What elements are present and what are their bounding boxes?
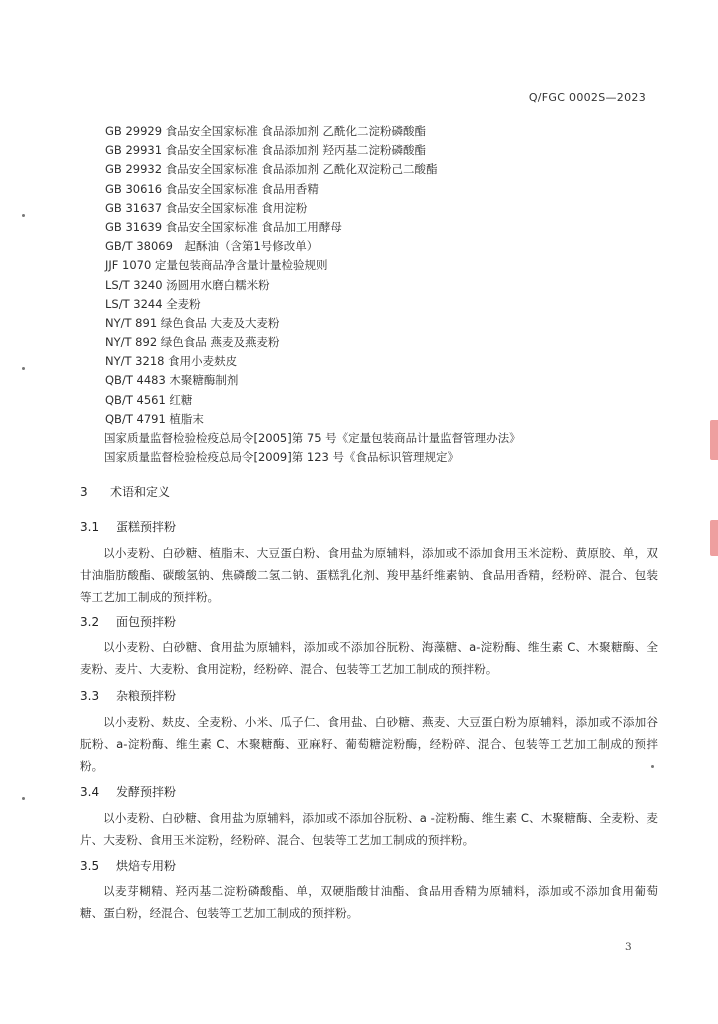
scan-speck	[651, 765, 654, 768]
reference-item: NY/T 891 绿色食品 大麦及大麦粉	[105, 315, 280, 330]
reference-item: GB 29931 食品安全国家标准 食品添加剂 羟丙基二淀粉磷酸酯	[105, 143, 427, 158]
term-number: 3.3	[80, 689, 100, 703]
term-heading	[80, 783, 176, 800]
normative-references-list	[105, 122, 665, 467]
seal-edge-mark	[710, 520, 718, 556]
document-code: Q/FGC 0002S—2023	[528, 91, 646, 104]
reference-item: LS/T 3244 全麦粉	[105, 296, 201, 311]
term-heading	[80, 857, 176, 874]
term-definition: 以小麦粉、白砂糖、食用盐为原辅料，添加或不添加谷朊粉、海藻糖、a-淀粉酶、维生素 C、木聚糖酶、全麦粉、麦片、大麦粉、食用淀粉，经粉碎、混合、包装等工艺加工制成的预拌粉。	[80, 640, 658, 676]
section-heading	[80, 483, 170, 500]
term-definition: 以小麦粉、白砂糖、食用盐为原辅料，添加或不添加谷朊粉、a -淀粉酶、维生素 C、木聚糖酶、全麦粉、麦片、大麦粉、食用玉米淀粉，经粉碎、混合、包装等工艺加工制成的预拌粉。	[80, 811, 658, 847]
term-definition: 以小麦粉、白砂糖、植脂末、大豆蛋白粉、食用盐为原辅料，添加或不添加食用玉米淀粉、黄原胶、单，双甘油脂肪酸酯、碳酸氢钠、焦磷酸二氢二钠、蛋糕乳化剂、羧甲基纤维素钠、食品用香精，经粉碎、混合、包装等工艺加工制成的预拌粉。	[80, 546, 658, 604]
scan-speck	[22, 367, 25, 370]
term-number: 3.5	[80, 859, 100, 873]
term-title: 面包预拌粉	[116, 615, 177, 629]
term-heading	[80, 687, 176, 704]
term-title: 烘焙专用粉	[116, 859, 177, 873]
reference-item: 国家质量监督检验检疫总局令[2009]第 123 号《食品标识管理规定》	[104, 450, 459, 465]
seal-edge-mark	[710, 420, 718, 460]
reference-item: QB/T 4791 植脂末	[105, 411, 204, 426]
term-definition: 以小麦粉、麸皮、全麦粉、小米、瓜子仁、食用盐、白砂糖、燕麦、大豆蛋白粉为原辅料，添加或不添加谷朊粉、a-淀粉酶、维生素 C、木聚糖酶、亚麻籽、葡萄糖淀粉酶，经粉碎、混合、包装等工艺加工制成的预拌粉。	[80, 715, 658, 773]
page-number: 3	[625, 941, 632, 953]
term-number: 3.4	[80, 785, 100, 799]
term-title: 蛋糕预拌粉	[116, 520, 177, 534]
reference-item: GB 31639 食品安全国家标准 食品加工用酵母	[105, 219, 342, 234]
reference-item: JJF 1070 定量包装商品净含量计量检验规则	[105, 258, 328, 273]
reference-item: GB 29932 食品安全国家标准 食品添加剂 乙酰化双淀粉己二酸酯	[105, 162, 438, 177]
reference-item: GB 29929 食品安全国家标准 食品添加剂 乙酰化二淀粉磷酸酯	[105, 124, 427, 138]
reference-item: GB 30616 食品安全国家标准 食品用香精	[105, 181, 319, 196]
section-title: 术语和定义	[110, 485, 171, 499]
reference-item: QB/T 4561 红糖	[105, 392, 193, 407]
term-title: 发酵预拌粉	[116, 785, 177, 799]
scan-speck	[22, 214, 25, 217]
scan-speck	[22, 797, 25, 800]
term-title: 杂粮预拌粉	[116, 689, 177, 703]
reference-item: LS/T 3240 汤圆用水磨白糯米粉	[105, 277, 270, 292]
term-number: 3.2	[80, 615, 100, 629]
term-number: 3.1	[80, 520, 100, 534]
reference-item: GB/T 38069 起酥油（含第1号修改单）	[105, 239, 319, 254]
term-heading	[80, 518, 176, 535]
reference-item: NY/T 3218 食用小麦麸皮	[105, 354, 238, 369]
reference-item: 国家质量监督检验检疫总局令[2005]第 75 号《定量包装商品计量监督管理办法》	[104, 431, 521, 445]
term-definition: 以麦芽糊精、羟丙基二淀粉磷酸酯、单，双硬脂酸甘油酯、食品用香精为原辅料，添加或不添加食用葡萄糖、蛋白粉，经混合、包装等工艺加工制成的预拌粉。	[80, 884, 658, 920]
section-number: 3	[80, 485, 88, 499]
reference-item: QB/T 4483 木聚糖酶制剂	[105, 373, 239, 388]
reference-item: GB 31637 食品安全国家标准 食用淀粉	[105, 200, 308, 215]
reference-item: NY/T 892 绿色食品 燕麦及燕麦粉	[105, 335, 280, 350]
term-heading	[80, 613, 176, 630]
